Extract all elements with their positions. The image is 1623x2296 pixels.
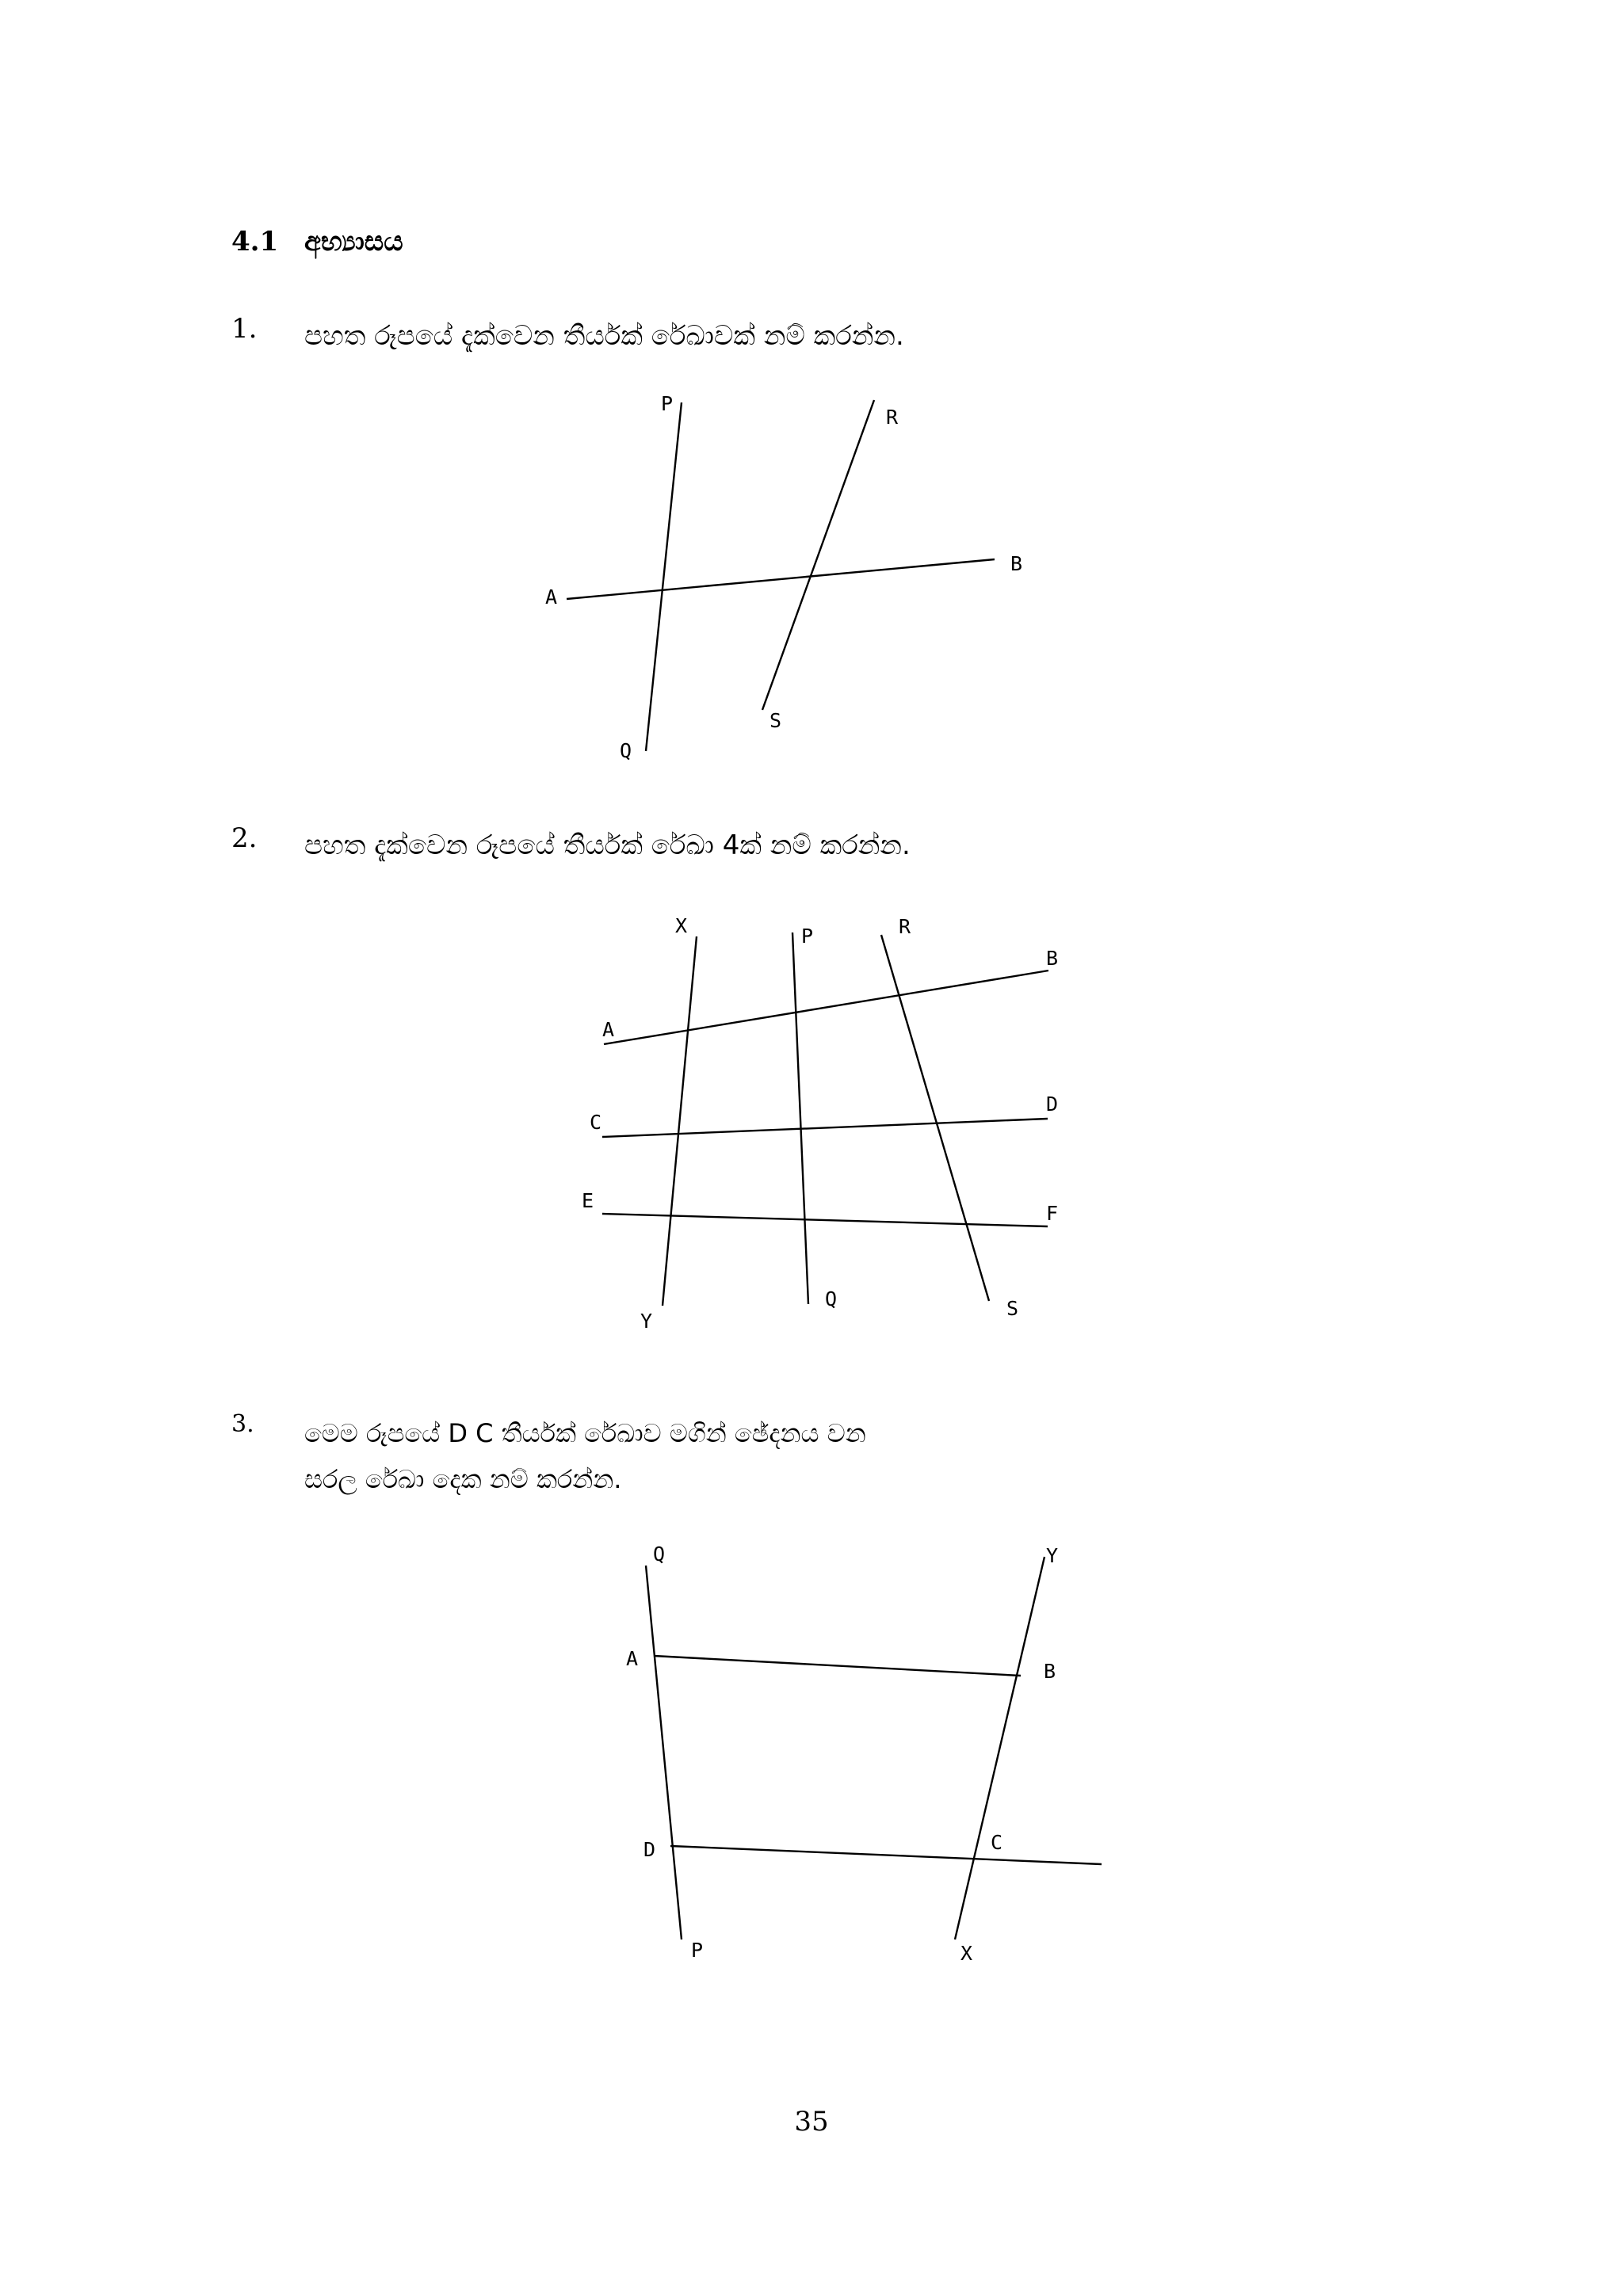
label-y: Y <box>1046 1544 1059 1567</box>
figure-2 <box>582 914 1058 1333</box>
question-text: පහත දැක්වෙන රූපයේ තීර්යක් රේඛා 4ක් නම් කරන්න. <box>304 830 911 861</box>
line-ab <box>604 971 1048 1044</box>
line-pq <box>646 402 682 751</box>
section-title: අභ්‍යාසය <box>304 226 403 257</box>
label-x: X <box>960 1942 973 1965</box>
page-number: 35 <box>794 2106 829 2138</box>
line-rs <box>762 400 874 710</box>
line-qp <box>646 1566 682 1939</box>
label-b: B <box>1010 552 1023 575</box>
line-ab <box>654 1656 1021 1676</box>
label-r: R <box>886 406 899 429</box>
line-pq <box>792 933 808 1304</box>
label-y: Y <box>640 1310 653 1333</box>
label-d: D <box>1046 1093 1059 1116</box>
question-number: 3. <box>231 1410 254 1438</box>
question-text-line-1: මෙම රූපයේ D C තීර්යක් රේඛාව මගින් ඡේදනය වන <box>304 1418 866 1448</box>
figure-3 <box>626 1543 1102 1965</box>
label-q: Q <box>620 739 632 762</box>
question-number: 1. <box>231 313 258 345</box>
line-cd <box>602 1119 1048 1137</box>
label-q: Q <box>653 1543 666 1566</box>
label-b: B <box>1044 1660 1056 1683</box>
label-a: A <box>626 1647 639 1670</box>
line-ab <box>567 559 995 599</box>
label-e: E <box>582 1189 594 1212</box>
question-number: 2. <box>231 822 258 854</box>
section-number: 4.1 <box>231 226 279 257</box>
label-a: A <box>545 585 558 608</box>
question-text-line-2: සරල රේඛා දෙක නම් කරන්න. <box>304 1464 622 1494</box>
line-yx <box>955 1557 1044 1939</box>
label-f: F <box>1046 1202 1059 1225</box>
label-a: A <box>602 1018 615 1041</box>
label-s: S <box>769 709 782 732</box>
label-x: X <box>675 914 688 937</box>
label-p: P <box>801 925 814 948</box>
label-p: P <box>661 392 674 415</box>
label-b: B <box>1046 947 1059 970</box>
label-q: Q <box>825 1287 838 1310</box>
label-c: C <box>590 1111 602 1134</box>
question-text: පහත රූපයේ දැක්වෙන තීර්යක් රේඛාවක් නම් කරන්න. <box>304 320 904 352</box>
label-d: D <box>643 1838 656 1861</box>
line-xy <box>663 936 697 1306</box>
label-p: P <box>691 1939 704 1962</box>
line-dc <box>670 1846 1102 1864</box>
label-c: C <box>991 1831 1003 1854</box>
label-s: S <box>1006 1297 1019 1320</box>
figure-1 <box>545 392 1022 762</box>
label-r: R <box>899 915 911 938</box>
